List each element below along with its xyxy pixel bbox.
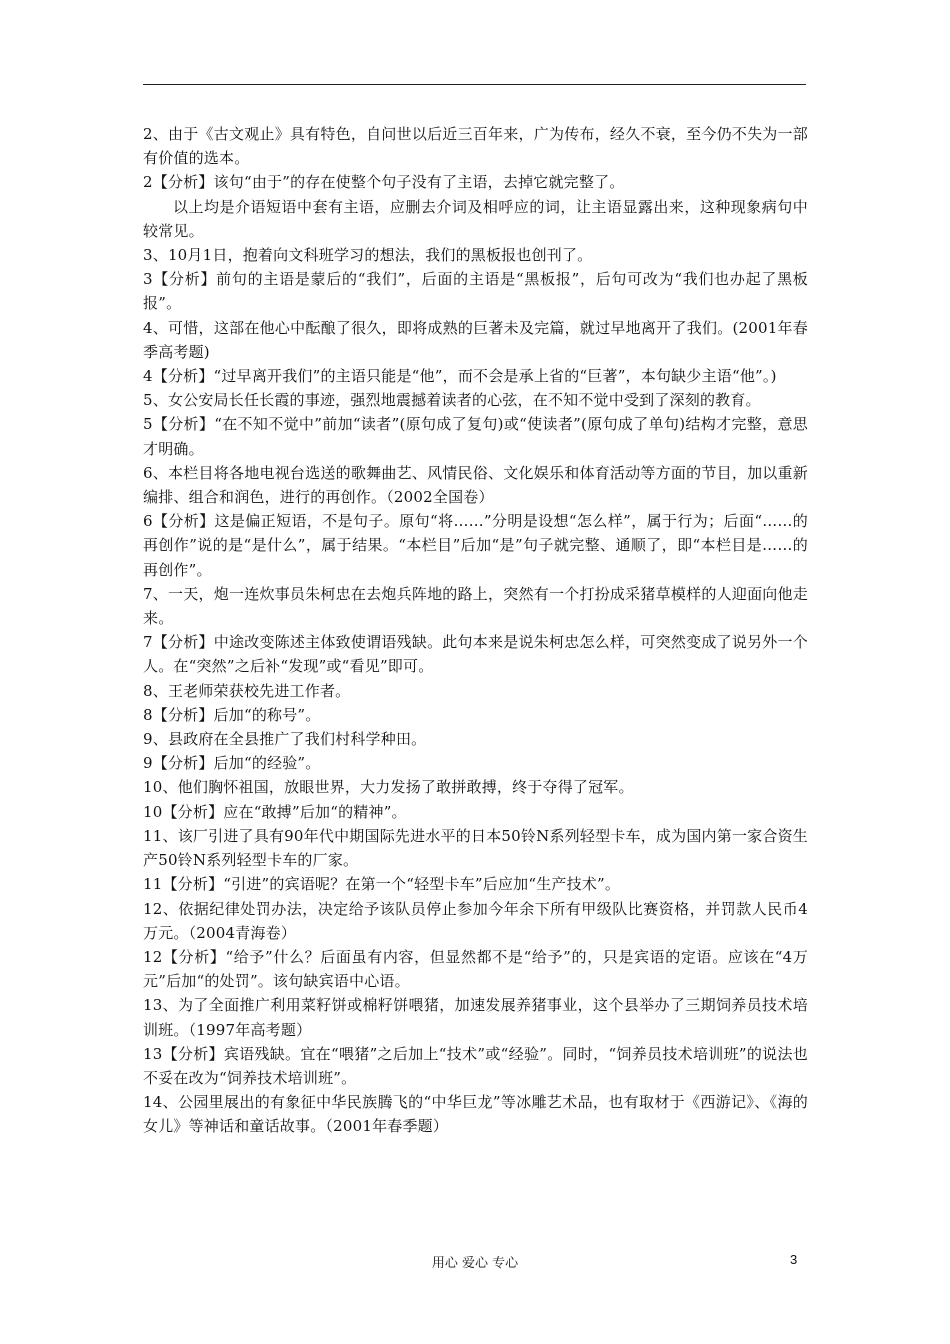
- paragraph: 10、他们胸怀祖国，放眼世界，大力发扬了敢拼敢搏，终于夺得了冠军。: [143, 778, 634, 797]
- paragraph: 2、由于《古文观止》具有特色，自问世以后近三百年来，广为传布，经久不衰，至今仍不失为一部有价值的选本。: [143, 125, 808, 168]
- paragraph: 14、公园里展出的有象征中华民族腾飞的“中华巨龙”等冰雕艺术品，也有取材于《西游记》、《海的女儿》等神话和童话故事。（2001年春季题）: [143, 1093, 808, 1136]
- paragraph: 5【分析】“在不知不觉中”前加“读者”(原句成了复句)或“使读者”(原句成了单句)结构才完整，意思才明确。: [143, 415, 808, 458]
- paragraph: 6、本栏目将各地电视台选送的歌舞曲艺、风情民俗、文化娱乐和体育活动等方面的节目，加以重新编排、组合和润色，进行的再创作。（2002全国卷）: [143, 463, 808, 507]
- paragraph: 10【分析】应在“敢搏”后加“的精神”。: [143, 802, 407, 821]
- paragraph: 12【分析】“给予”什么？后面虽有内容，但显然都不是“给予”的，只是宾语的定语。应该在“4万元”后加“的处罚”。该句缺宾语中心语。: [143, 947, 808, 991]
- paragraph: 7【分析】中途改变陈述主体致使谓语残缺。此句本来是说朱柯忠怎么样，可突然变成了说另外一个人。在“突然”之后补“发现”或“看见”即可。: [143, 633, 808, 676]
- paragraph: 6【分析】这是偏正短语，不是句子。原句“将……”分明是设想“怎么样”，属于行为；后面“……的再创作”说的是“是什么”，属于结果。“本栏目”后加“是”句子就完整、通顺了，即“本栏目是……的再创作”。: [143, 512, 808, 579]
- paragraph: 3、10月1日，抱着向文科班学习的想法，我们的黑板报也创刊了。: [143, 246, 593, 265]
- paragraph: 11、该厂引进了具有90年代中期国际先进水平的日本50铃N系列轻型卡车，成为国内第一家合资生产50铃N系列轻型卡车的厂家。: [143, 826, 808, 870]
- paragraph: 13、为了全面推广利用菜籽饼或棉籽饼喂猪，加速发展养猪事业，这个县举办了三期饲养员技术培训班。（1997年高考题）: [143, 996, 808, 1039]
- paragraph: 12、依据纪律处罚办法，决定给予该队员停止参加今年余下所有甲级队比赛资格，并罚款人民币4万元。（2004青海卷）: [143, 899, 808, 942]
- paragraph: 8【分析】后加“的称号”。: [143, 705, 321, 724]
- paragraph: 4、可惜，这部在他心中酝酿了很久，即将成熟的巨著未及完篇，就过早地离开了我们。(2001年春季高考题): [143, 318, 808, 361]
- header-rule: [143, 84, 806, 85]
- paragraph: 3【分析】前句的主语是蒙后的“我们”，后面的主语是“黑板报”，后句可改为“我们也办起了黑板报”。: [143, 270, 808, 313]
- paragraph: 4【分析】“过早离开我们”的主语只能是“他”，而不会是承上省的“巨著”，本句缺少主语“他”。): [143, 367, 777, 386]
- paragraph: 5、女公安局长任长霞的事迹，强烈地震撼着读者的心弦，在不知不觉中受到了深刻的教育。: [143, 391, 761, 410]
- document-body: [143, 122, 808, 1139]
- paragraph: 9、县政府在全县推广了我们村科学种田。: [143, 730, 427, 749]
- page-number: 3: [790, 1252, 798, 1267]
- paragraph: 9【分析】后加“的经验”。: [143, 754, 321, 773]
- paragraph: 以上均是介语短语中套有主语，应删去介词及相呼应的词，让主语显露出来，这种现象病句中较常见。: [143, 197, 808, 240]
- paragraph: 7、一天，炮一连炊事员朱柯忠在去炮兵阵地的路上，突然有一个打扮成采猪草模样的人迎面向他走来。: [143, 584, 808, 628]
- paragraph: 13【分析】宾语残缺。宜在“喂猪”之后加上“技术”或“经验”。同时，“饲养员技术培训班”的说法也不妥在改为“饲养技术培训班”。: [143, 1044, 808, 1087]
- paragraph: 11【分析】“引进”的宾语呢？在第一个“轻型卡车”后应加“生产技术”。: [143, 875, 621, 894]
- paragraph: 2【分析】该句“由于”的存在使整个句子没有了主语，去掉它就完整了。: [143, 173, 625, 192]
- paragraph: 8、王老师荣获校先进工作者。: [143, 681, 351, 700]
- footer-slogan: 用心 爱心 专心: [431, 1256, 519, 1271]
